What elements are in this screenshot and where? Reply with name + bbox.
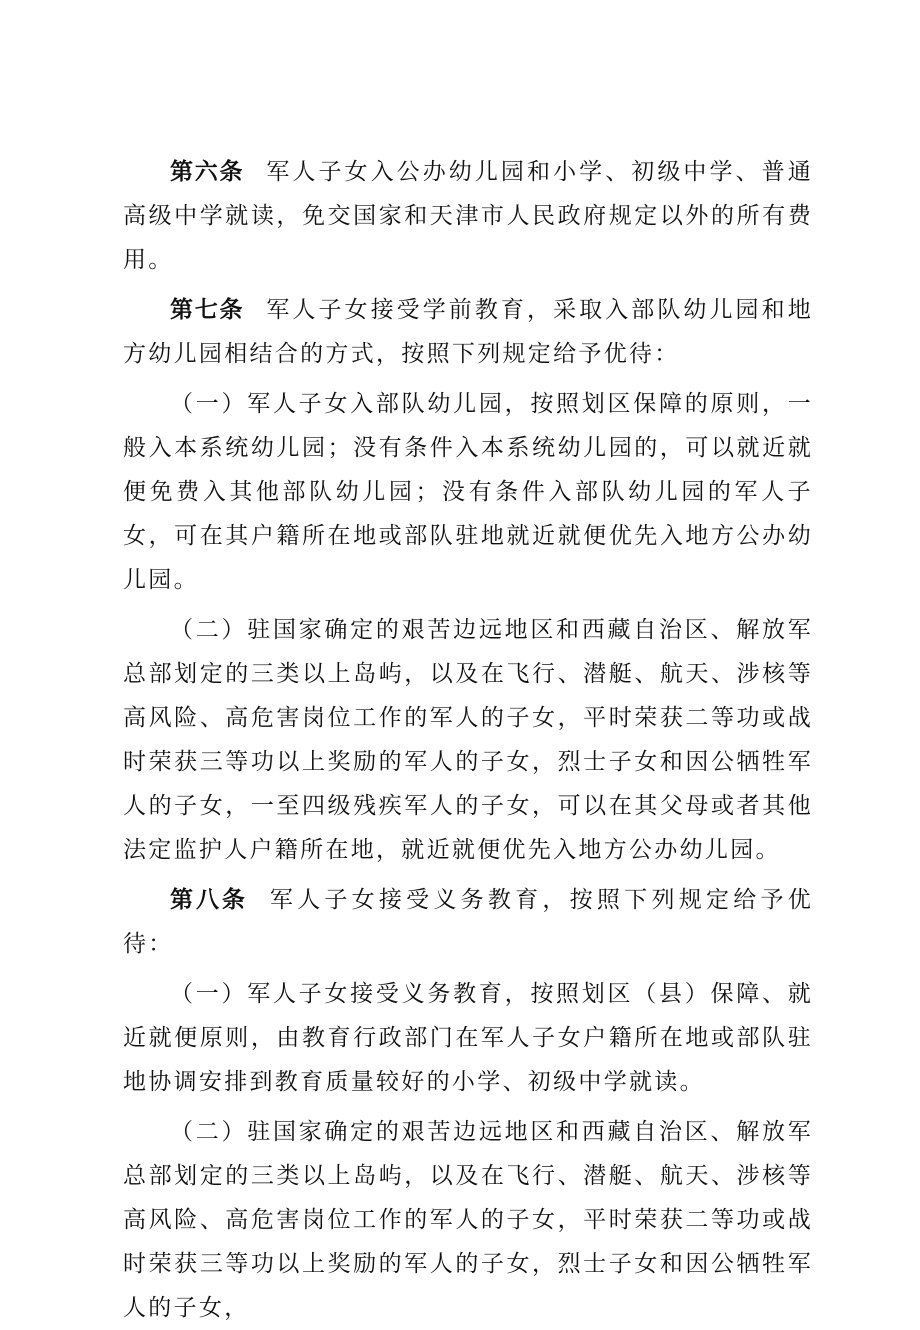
article-7-item-1: （一）军人子女入部队幼儿园，按照划区保障的原则，一般入本系统幼儿园；没有条件入本系统幼儿园的，可以就近就便免费入其他部队幼儿园；没有条件入部队幼儿园的军人子女，可在其户籍所在地或部队驻地就近就便优先入地方公办幼儿园。: [123, 391, 813, 593]
article-7: [123, 288, 813, 376]
article-8-item-2: （二）驻国家确定的艰苦边远地区和西藏自治区、解放军总部划定的三类以上岛屿，以及在飞行、潜艇、航天、涉核等高风险、高危害岗位工作的军人的子女，平时荣获二等功或战时荣获三等功以上奖励的军人的子女，烈士子女和因公牺牲军人的子女，: [123, 1119, 813, 1321]
article-8-text: 军人子女接受义务教育，按照下列规定给予优待：: [123, 887, 814, 957]
article-8-heading: 第八条: [170, 886, 248, 913]
article-7-text: 军人子女接受学前教育，采取入部队幼儿园和地方幼儿园相结合的方式，按照下列规定给予优待：: [123, 297, 813, 367]
article-8: [123, 878, 813, 966]
article-7-heading: 第七条: [170, 296, 245, 323]
article-7-item-2: （二）驻国家确定的艰苦边远地区和西藏自治区、解放军总部划定的三类以上岛屿，以及在飞行、潜艇、航天、涉核等高风险、高危害岗位工作的军人的子女，平时荣获二等功或战时荣获三等功以上奖励的军人的子女，烈士子女和因公牺牲军人的子女，一至四级残疾军人的子女，可以在其父母或者其他法定监护人户籍所在地，就近就便优先入地方公办幼儿园。: [123, 617, 813, 863]
document-body: [123, 150, 813, 1330]
article-6: [123, 150, 813, 282]
article-8-item-1: （一）军人子女接受义务教育，按照划区（县）保障、就近就便原则，由教育行政部门在军人子女户籍所在地或部队驻地协调安排到教育质量较好的小学、初级中学就读。: [123, 981, 813, 1095]
article-6-heading: 第六条: [170, 158, 245, 185]
article-6-text: 军人子女入公办幼儿园和小学、初级中学、普通高级中学就读，免交国家和天津市人民政府规定以外的所有费用。: [123, 159, 813, 273]
